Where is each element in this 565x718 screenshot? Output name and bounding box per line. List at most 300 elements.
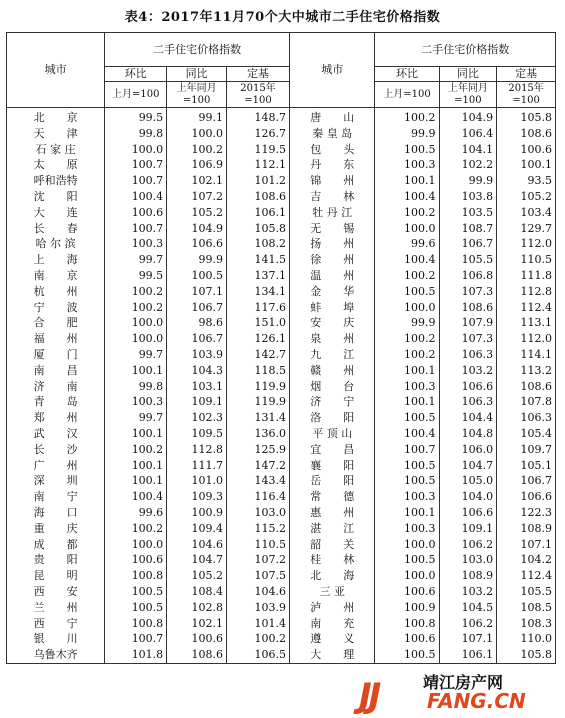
right-mom-cell: 100.3: [375, 489, 439, 505]
right-yoy-cell: 104.8: [439, 426, 497, 442]
right-fixed-cell: 122.3: [497, 505, 556, 521]
table-row: [7, 221, 556, 237]
right-fixed-cell: 106.7: [497, 473, 556, 489]
right-yoy-cell: 99.9: [439, 173, 497, 189]
right-fixed-cell: 108.6: [497, 126, 556, 142]
right-mom-cell: 100.3: [375, 521, 439, 537]
left-yoy-cell: 102.1: [167, 616, 227, 632]
right-city-cell: 遵 义: [290, 631, 375, 647]
left-yoy-cell: 102.1: [167, 173, 227, 189]
right-fixed-cell: 106.3: [497, 410, 556, 426]
mom-header-right: 环比: [375, 67, 439, 82]
right-yoy-cell: 107.9: [439, 315, 497, 331]
right-yoy-cell: 106.3: [439, 347, 497, 363]
left-fixed-cell: 116.4: [226, 489, 289, 505]
right-city-cell: 丹 东: [290, 157, 375, 173]
left-yoy-cell: 102.8: [167, 600, 227, 616]
right-mom-cell: 99.9: [375, 126, 439, 142]
table-row: [7, 347, 556, 363]
left-fixed-cell: 101.2: [226, 173, 289, 189]
table-row: [7, 568, 556, 584]
right-mom-cell: 100.5: [375, 410, 439, 426]
price-index-table: [6, 32, 556, 664]
right-fixed-cell: 108.5: [497, 600, 556, 616]
left-mom-cell: 100.3: [105, 394, 167, 410]
left-mom-cell: 100.2: [105, 300, 167, 316]
table-row: [7, 631, 556, 647]
right-fixed-cell: 103.4: [497, 205, 556, 221]
left-mom-cell: 99.5: [105, 268, 167, 284]
left-yoy-cell: 104.3: [167, 363, 227, 379]
right-city-cell: 温 州: [290, 268, 375, 284]
right-yoy-cell: 106.4: [439, 126, 497, 142]
left-yoy-cell: 112.8: [167, 442, 227, 458]
right-city-cell: 泸 州: [290, 600, 375, 616]
left-yoy-cell: 106.7: [167, 331, 227, 347]
right-city-cell: 金 华: [290, 284, 375, 300]
right-city-cell: 赣 州: [290, 363, 375, 379]
right-mom-cell: 100.3: [375, 379, 439, 395]
left-fixed-cell: 115.2: [226, 521, 289, 537]
left-fixed-cell: 101.4: [226, 616, 289, 632]
left-city-cell: 长 春: [7, 221, 105, 237]
left-city-cell: 上 海: [7, 252, 105, 268]
left-city-cell: 宁 波: [7, 300, 105, 316]
right-city-cell: 桂 林: [290, 552, 375, 568]
right-fixed-cell: 111.8: [497, 268, 556, 284]
left-yoy-cell: 100.5: [167, 268, 227, 284]
right-fixed-cell: 105.2: [497, 189, 556, 205]
left-mom-cell: 100.0: [105, 142, 167, 158]
left-yoy-cell: 109.5: [167, 426, 227, 442]
fixed-base-right: 2015年=100: [497, 82, 556, 108]
right-fixed-cell: 112.0: [497, 236, 556, 252]
table-row: [7, 426, 556, 442]
right-city-cell: 烟 台: [290, 379, 375, 395]
right-mom-cell: 100.1: [375, 363, 439, 379]
left-city-cell: 济 南: [7, 379, 105, 395]
right-yoy-cell: 106.1: [439, 647, 497, 663]
right-yoy-cell: 103.2: [439, 363, 497, 379]
right-fixed-cell: 107.1: [497, 537, 556, 553]
right-yoy-cell: 104.5: [439, 600, 497, 616]
right-yoy-cell: 106.8: [439, 268, 497, 284]
right-city-cell: 吉 林: [290, 189, 375, 205]
left-yoy-cell: 100.2: [167, 142, 227, 158]
left-city-cell: 广 州: [7, 458, 105, 474]
right-city-cell: 唐 山: [290, 108, 375, 126]
right-fixed-cell: 105.1: [497, 458, 556, 474]
left-fixed-cell: 148.7: [226, 108, 289, 126]
mom-base-left: 上月=100: [105, 82, 167, 108]
right-fixed-cell: 112.8: [497, 284, 556, 300]
right-yoy-cell: 104.9: [439, 108, 497, 126]
right-city-cell: 岳 阳: [290, 473, 375, 489]
left-fixed-cell: 134.1: [226, 284, 289, 300]
right-city-cell: 平 顶 山: [290, 426, 375, 442]
right-mom-cell: 100.1: [375, 394, 439, 410]
right-mom-cell: 100.1: [375, 505, 439, 521]
right-city-cell: 徐 州: [290, 252, 375, 268]
left-fixed-cell: 137.1: [226, 268, 289, 284]
right-yoy-cell: 109.1: [439, 521, 497, 537]
left-fixed-cell: 103.9: [226, 600, 289, 616]
left-city-cell: 青 岛: [7, 394, 105, 410]
left-mom-cell: 99.8: [105, 379, 167, 395]
right-fixed-cell: 104.2: [497, 552, 556, 568]
table-row: [7, 584, 556, 600]
right-city-cell: 牡 丹 江: [290, 205, 375, 221]
left-mom-cell: 100.1: [105, 458, 167, 474]
right-city-cell: 秦 皇 岛: [290, 126, 375, 142]
left-city-cell: 重 庆: [7, 521, 105, 537]
right-yoy-cell: 107.1: [439, 631, 497, 647]
right-yoy-cell: 106.3: [439, 394, 497, 410]
left-fixed-cell: 126.1: [226, 331, 289, 347]
left-fixed-cell: 103.0: [226, 505, 289, 521]
left-city-cell: 呼和浩特: [7, 173, 105, 189]
left-fixed-cell: 142.7: [226, 347, 289, 363]
left-fixed-cell: 151.0: [226, 315, 289, 331]
right-mom-cell: 100.5: [375, 458, 439, 474]
right-fixed-cell: 108.3: [497, 616, 556, 632]
right-mom-cell: 100.6: [375, 631, 439, 647]
left-yoy-cell: 100.6: [167, 631, 227, 647]
left-city-cell: 石 家 庄: [7, 142, 105, 158]
right-city-cell: 湛 江: [290, 521, 375, 537]
table-row: [7, 379, 556, 395]
left-yoy-cell: 106.9: [167, 157, 227, 173]
yoy-header-right: 同比: [439, 67, 497, 82]
left-fixed-cell: 119.9: [226, 394, 289, 410]
left-city-cell: 南 京: [7, 268, 105, 284]
right-yoy-cell: 105.5: [439, 252, 497, 268]
right-mom-cell: 99.9: [375, 315, 439, 331]
left-yoy-cell: 107.2: [167, 189, 227, 205]
right-fixed-cell: 109.7: [497, 442, 556, 458]
right-mom-cell: 100.2: [375, 268, 439, 284]
table-body: [7, 108, 556, 664]
left-fixed-cell: 104.6: [226, 584, 289, 600]
left-city-cell: 合 肥: [7, 315, 105, 331]
fixed-base-left: 2015年=100: [226, 82, 289, 108]
left-fixed-cell: 118.5: [226, 363, 289, 379]
right-city-cell: 韶 关: [290, 537, 375, 553]
left-mom-cell: 99.5: [105, 108, 167, 126]
watermark-mark: JJ: [359, 676, 379, 716]
left-fixed-cell: 131.4: [226, 410, 289, 426]
left-fixed-cell: 107.2: [226, 552, 289, 568]
right-city-cell: 扬 州: [290, 236, 375, 252]
right-fixed-cell: 110.5: [497, 252, 556, 268]
left-fixed-cell: 126.7: [226, 126, 289, 142]
left-mom-cell: 100.7: [105, 221, 167, 237]
left-mom-cell: 100.0: [105, 331, 167, 347]
left-city-cell: 南 宁: [7, 489, 105, 505]
right-city-cell: 锦 州: [290, 173, 375, 189]
table-row: [7, 189, 556, 205]
table-row: [7, 315, 556, 331]
index-group-header-right: 二手住宅价格指数: [375, 33, 556, 67]
table-row: [7, 552, 556, 568]
table-row: [7, 157, 556, 173]
left-mom-cell: 100.5: [105, 584, 167, 600]
left-mom-cell: 100.4: [105, 189, 167, 205]
right-yoy-cell: 106.2: [439, 616, 497, 632]
left-fixed-cell: 117.6: [226, 300, 289, 316]
left-city-cell: 长 沙: [7, 442, 105, 458]
table-row: [7, 173, 556, 189]
left-city-cell: 贵 阳: [7, 552, 105, 568]
yoy-header-left: 同比: [167, 67, 227, 82]
left-mom-cell: 100.8: [105, 568, 167, 584]
watermark-logo: [359, 668, 559, 714]
left-mom-cell: 100.0: [105, 315, 167, 331]
left-fixed-cell: 136.0: [226, 426, 289, 442]
left-city-cell: 福 州: [7, 331, 105, 347]
left-mom-cell: 100.6: [105, 552, 167, 568]
left-fixed-cell: 119.5: [226, 142, 289, 158]
left-city-cell: 深 圳: [7, 473, 105, 489]
table-row: [7, 521, 556, 537]
yoy-base-right: 上年同月=100: [439, 82, 497, 108]
table-row: [7, 108, 556, 126]
table-row: [7, 410, 556, 426]
left-fixed-cell: 141.5: [226, 252, 289, 268]
right-fixed-cell: 105.5: [497, 584, 556, 600]
right-yoy-cell: 108.6: [439, 300, 497, 316]
right-city-cell: 包 头: [290, 142, 375, 158]
right-city-cell: 安 庆: [290, 315, 375, 331]
right-yoy-cell: 107.3: [439, 331, 497, 347]
table-row: [7, 236, 556, 252]
watermark-name: 靖江房产网: [423, 673, 504, 692]
left-mom-cell: 99.6: [105, 505, 167, 521]
right-city-cell: 宜 昌: [290, 442, 375, 458]
right-mom-cell: 100.5: [375, 473, 439, 489]
right-mom-cell: 100.8: [375, 616, 439, 632]
left-yoy-cell: 101.0: [167, 473, 227, 489]
right-fixed-cell: 105.8: [497, 647, 556, 663]
left-yoy-cell: 103.1: [167, 379, 227, 395]
right-city-cell: 无 锡: [290, 221, 375, 237]
left-city-cell: 大 连: [7, 205, 105, 221]
left-mom-cell: 100.2: [105, 521, 167, 537]
right-city-cell: 九 江: [290, 347, 375, 363]
right-mom-cell: 100.4: [375, 189, 439, 205]
left-fixed-cell: 108.6: [226, 189, 289, 205]
right-mom-cell: 100.5: [375, 142, 439, 158]
table-row: [7, 616, 556, 632]
left-mom-cell: 100.7: [105, 631, 167, 647]
right-yoy-cell: 103.5: [439, 205, 497, 221]
left-fixed-cell: 143.4: [226, 473, 289, 489]
left-fixed-cell: 110.5: [226, 537, 289, 553]
right-yoy-cell: 103.2: [439, 584, 497, 600]
right-mom-cell: 100.2: [375, 331, 439, 347]
left-city-cell: 太 原: [7, 157, 105, 173]
right-fixed-cell: 113.2: [497, 363, 556, 379]
left-mom-cell: 99.8: [105, 126, 167, 142]
left-fixed-cell: 106.1: [226, 205, 289, 221]
right-fixed-cell: 114.1: [497, 347, 556, 363]
left-mom-cell: 100.7: [105, 173, 167, 189]
right-mom-cell: 100.5: [375, 647, 439, 663]
right-city-cell: 三 亚: [290, 584, 375, 600]
right-mom-cell: 100.2: [375, 347, 439, 363]
right-city-cell: 南 充: [290, 616, 375, 632]
fixed-header-left: 定基: [226, 67, 289, 82]
left-fixed-cell: 125.9: [226, 442, 289, 458]
left-city-cell: 兰 州: [7, 600, 105, 616]
right-yoy-cell: 104.1: [439, 142, 497, 158]
left-mom-cell: 100.2: [105, 284, 167, 300]
right-fixed-cell: 107.8: [497, 394, 556, 410]
right-yoy-cell: 103.0: [439, 552, 497, 568]
right-mom-cell: 100.0: [375, 568, 439, 584]
right-yoy-cell: 104.7: [439, 458, 497, 474]
right-mom-cell: 100.6: [375, 584, 439, 600]
table-title: 表4：2017年11月70个大中城市二手住宅价格指数: [124, 10, 441, 25]
right-mom-cell: 100.4: [375, 252, 439, 268]
right-fixed-cell: 129.7: [497, 221, 556, 237]
right-yoy-cell: 105.0: [439, 473, 497, 489]
left-city-cell: 昆 明: [7, 568, 105, 584]
left-yoy-cell: 103.9: [167, 347, 227, 363]
right-yoy-cell: 102.2: [439, 157, 497, 173]
right-fixed-cell: 112.4: [497, 568, 556, 584]
table-row: [7, 473, 556, 489]
left-yoy-cell: 99.9: [167, 252, 227, 268]
right-mom-cell: 100.0: [375, 300, 439, 316]
table-row: [7, 126, 556, 142]
right-fixed-cell: 108.9: [497, 521, 556, 537]
left-yoy-cell: 100.0: [167, 126, 227, 142]
left-city-cell: 成 都: [7, 537, 105, 553]
right-yoy-cell: 106.6: [439, 505, 497, 521]
table-row: [7, 489, 556, 505]
left-mom-cell: 100.1: [105, 473, 167, 489]
left-mom-cell: 100.3: [105, 236, 167, 252]
left-mom-cell: 100.6: [105, 205, 167, 221]
left-fixed-cell: 105.8: [226, 221, 289, 237]
table-row: [7, 331, 556, 347]
right-yoy-cell: 106.6: [439, 379, 497, 395]
city-header-right: 城市: [290, 33, 375, 108]
yoy-base-left: 上年同月=100: [167, 82, 227, 108]
left-mom-cell: 100.8: [105, 616, 167, 632]
fixed-header-right: 定基: [497, 67, 556, 82]
right-fixed-cell: 93.5: [497, 173, 556, 189]
table-row: [7, 537, 556, 553]
left-fixed-cell: 108.2: [226, 236, 289, 252]
right-yoy-cell: 106.2: [439, 537, 497, 553]
left-yoy-cell: 111.7: [167, 458, 227, 474]
right-fixed-cell: 112.0: [497, 331, 556, 347]
table-row: [7, 252, 556, 268]
right-fixed-cell: 108.6: [497, 379, 556, 395]
left-mom-cell: 100.1: [105, 426, 167, 442]
right-fixed-cell: 110.0: [497, 631, 556, 647]
right-yoy-cell: 108.7: [439, 221, 497, 237]
mom-header-left: 环比: [105, 67, 167, 82]
left-yoy-cell: 104.6: [167, 537, 227, 553]
left-city-cell: 杭 州: [7, 284, 105, 300]
right-fixed-cell: 105.8: [497, 108, 556, 126]
left-mom-cell: 99.7: [105, 252, 167, 268]
right-yoy-cell: 104.4: [439, 410, 497, 426]
left-fixed-cell: 119.9: [226, 379, 289, 395]
left-mom-cell: 100.5: [105, 600, 167, 616]
left-yoy-cell: 99.1: [167, 108, 227, 126]
right-yoy-cell: 106.7: [439, 236, 497, 252]
right-city-cell: 北 海: [290, 568, 375, 584]
left-yoy-cell: 109.3: [167, 489, 227, 505]
right-mom-cell: 100.5: [375, 284, 439, 300]
table-row: [7, 300, 556, 316]
left-mom-cell: 100.7: [105, 157, 167, 173]
left-fixed-cell: 112.1: [226, 157, 289, 173]
left-city-cell: 西 宁: [7, 616, 105, 632]
table-row: [7, 458, 556, 474]
left-mom-cell: 100.2: [105, 442, 167, 458]
city-header-left: 城市: [7, 33, 105, 108]
left-yoy-cell: 98.6: [167, 315, 227, 331]
left-yoy-cell: 109.4: [167, 521, 227, 537]
left-yoy-cell: 106.6: [167, 236, 227, 252]
left-city-cell: 武 汉: [7, 426, 105, 442]
table-row: [7, 394, 556, 410]
left-fixed-cell: 147.2: [226, 458, 289, 474]
left-yoy-cell: 109.1: [167, 394, 227, 410]
left-yoy-cell: 108.6: [167, 647, 227, 663]
left-city-cell: 乌鲁木齐: [7, 647, 105, 663]
left-city-cell: 厦 门: [7, 347, 105, 363]
left-city-cell: 西 安: [7, 584, 105, 600]
right-mom-cell: 100.1: [375, 173, 439, 189]
mom-base-right: 上月=100: [375, 82, 439, 108]
left-yoy-cell: 107.1: [167, 284, 227, 300]
table-row: [7, 505, 556, 521]
table-row: [7, 142, 556, 158]
right-mom-cell: 100.0: [375, 537, 439, 553]
index-group-header-left: 二手住宅价格指数: [105, 33, 290, 67]
right-fixed-cell: 105.4: [497, 426, 556, 442]
right-fixed-cell: 113.1: [497, 315, 556, 331]
right-city-cell: 惠 州: [290, 505, 375, 521]
left-yoy-cell: 105.2: [167, 205, 227, 221]
right-mom-cell: 100.2: [375, 108, 439, 126]
left-yoy-cell: 108.4: [167, 584, 227, 600]
left-city-cell: 哈 尔 滨: [7, 236, 105, 252]
right-yoy-cell: 106.0: [439, 442, 497, 458]
left-yoy-cell: 106.7: [167, 300, 227, 316]
left-mom-cell: 100.4: [105, 489, 167, 505]
right-yoy-cell: 108.9: [439, 568, 497, 584]
table-row: [7, 647, 556, 663]
left-mom-cell: 99.7: [105, 347, 167, 363]
right-mom-cell: 99.6: [375, 236, 439, 252]
left-mom-cell: 100.0: [105, 537, 167, 553]
left-mom-cell: 99.7: [105, 410, 167, 426]
table-row: [7, 284, 556, 300]
right-city-cell: 常 德: [290, 489, 375, 505]
left-fixed-cell: 106.5: [226, 647, 289, 663]
right-city-cell: 济 宁: [290, 394, 375, 410]
right-mom-cell: 100.0: [375, 221, 439, 237]
right-city-cell: 蚌 埠: [290, 300, 375, 316]
left-city-cell: 天 津: [7, 126, 105, 142]
